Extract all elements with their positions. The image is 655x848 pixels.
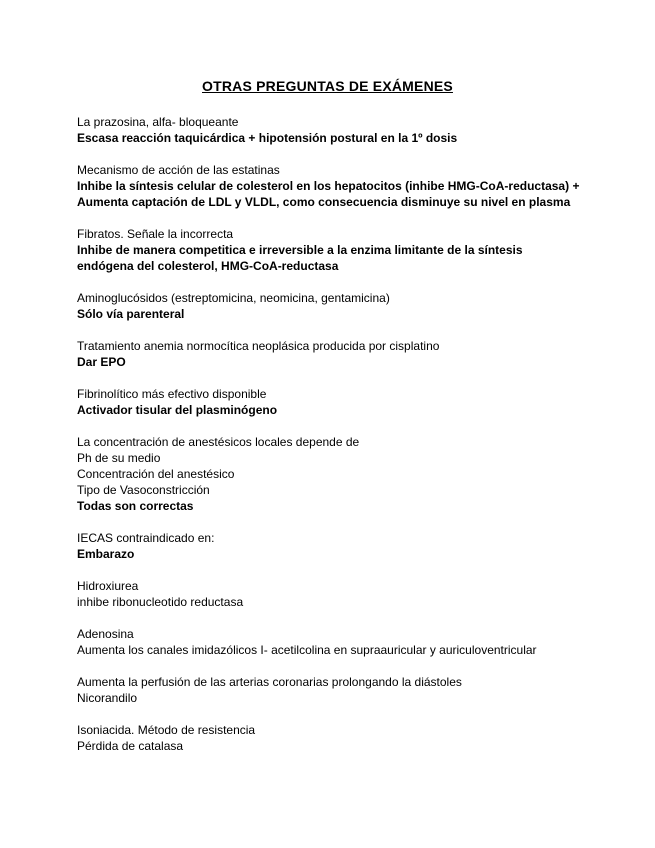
question-item [77,386,597,418]
question-text: Fibratos. Señale la incorrecta [77,227,234,241]
answer-text: Todas son correctas [77,499,194,513]
option-text: Ph de su medio [77,451,161,465]
answer-text: Dar EPO [77,355,126,369]
question-item [77,626,597,658]
answer-text: Embarazo [77,547,135,561]
question-text: La prazosina, alfa- bloqueante [77,115,239,129]
question-item [77,530,597,562]
question-text: Fibrinolítico más efectivo disponible [77,387,267,401]
answer-text: Sólo vía parenteral [77,307,185,321]
question-text: La concentración de anestésicos locales depende de [77,435,360,449]
page-title: OTRAS PREGUNTAS DE EXÁMENES [202,78,453,94]
question-text: Hidroxiurea [77,579,139,593]
question-item [77,338,597,370]
answer-text: Activador tisular del plasminógeno [77,403,278,417]
answer-text: Aumenta captación de LDL y VLDL, como consecuencia disminuye su nivel en plasma [77,195,571,209]
answer-text: Escasa reacción taquicárdica + hipotensión postural en la 1º dosis [77,131,458,145]
question-item [77,162,597,210]
question-text: IECAS contraindicado en: [77,531,215,545]
question-item [77,674,597,706]
answer-text: inhibe ribonucleotido reductasa [77,595,244,609]
option-text: Concentración del anestésico [77,467,235,481]
answer-text: endógena del colesterol, HMG-CoA-reductasa [77,259,339,273]
question-list [77,114,597,770]
answer-text: Pérdida de catalasa [77,739,184,753]
answer-text: Aumenta los canales imidazólicos I- acetilcolina en supraauricular y auriculoventricular [77,643,537,657]
question-text: Tratamiento anemia normocítica neoplásica producida por cisplatino [77,339,440,353]
question-text: Aumenta la perfusión de las arterias coronarias prolongando la diástoles [77,675,462,689]
question-text: Adenosina [77,627,134,641]
question-item [77,578,597,610]
question-item [77,114,597,146]
question-text: Aminoglucósidos (estreptomicina, neomicina, gentamicina) [77,291,390,305]
question-item [77,290,597,322]
answer-text: Nicorandilo [77,691,138,705]
question-item [77,226,597,274]
question-text: Mecanismo de acción de las estatinas [77,163,280,177]
option-text: Tipo de Vasoconstricción [77,483,210,497]
question-text: Isoniacida. Método de resistencia [77,723,256,737]
question-item [77,722,597,754]
answer-text: Inhibe de manera competitica e irreversible a la enzima limitante de la síntesis [77,243,523,257]
answer-text: Inhibe la síntesis celular de colesterol en los hepatocitos (inhibe HMG-CoA-reductasa) + [77,179,580,193]
question-item [77,434,597,514]
